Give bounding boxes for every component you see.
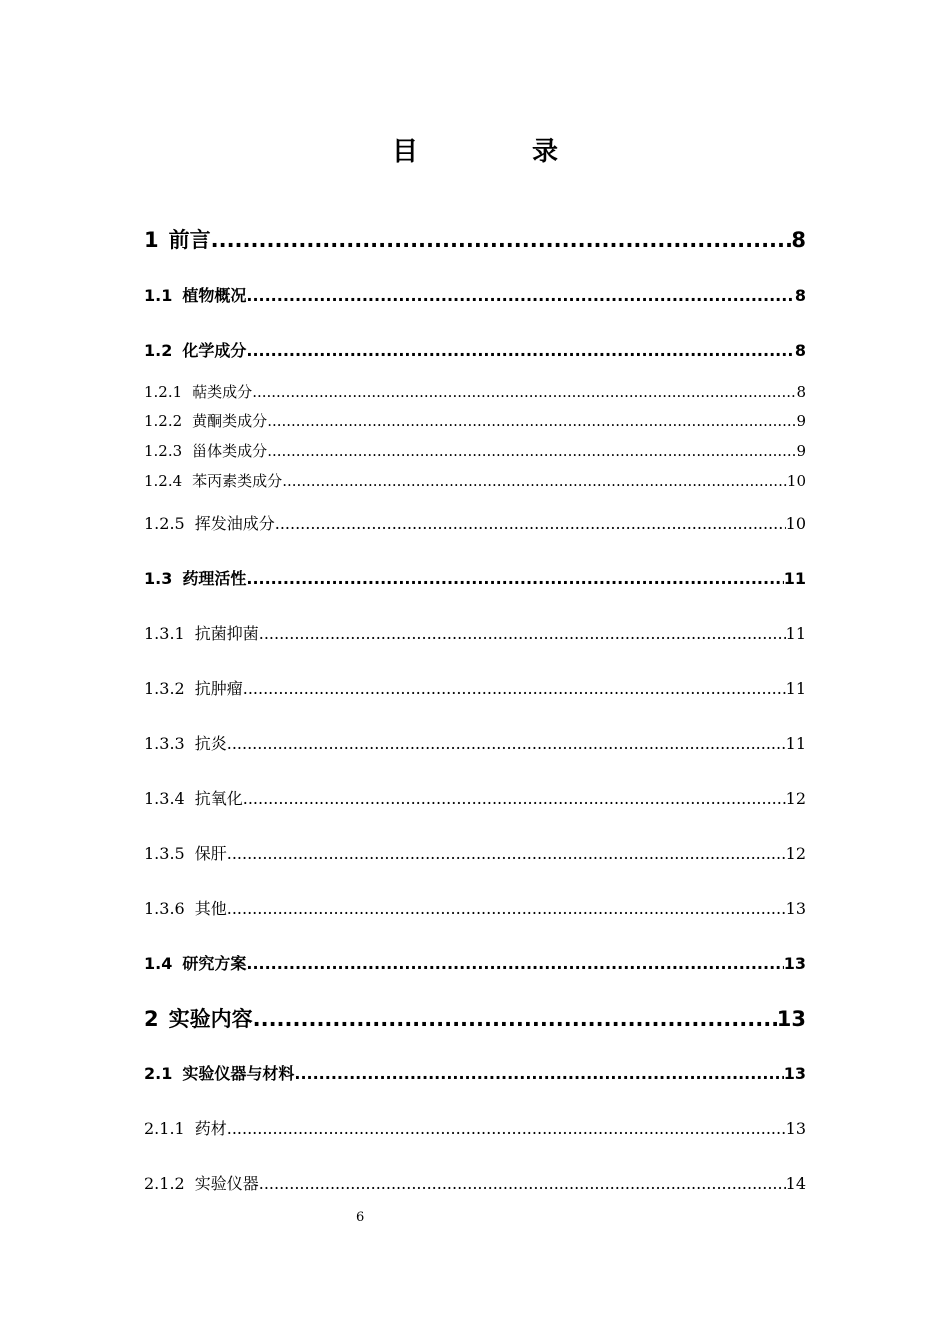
toc-entry[interactable] (144, 951, 806, 974)
toc-page: 8 (796, 383, 806, 401)
toc-text: 萜类成分 (192, 383, 253, 401)
toc-leader (243, 679, 786, 698)
toc-leader (243, 789, 786, 808)
toc-entry[interactable] (144, 1003, 806, 1033)
toc-text: 苯丙素类成分 (192, 472, 283, 490)
toc-text: 前言 (168, 228, 211, 252)
toc-entry[interactable] (144, 410, 806, 431)
toc-entry[interactable] (144, 566, 806, 589)
toc-text: 植物概况 (182, 286, 247, 305)
toc-leader (246, 569, 783, 588)
toc-leader (275, 514, 786, 533)
toc-entry[interactable] (144, 1116, 806, 1139)
toc-leader (246, 286, 795, 305)
toc-number: 2 (144, 1007, 159, 1031)
toc-page: 8 (791, 228, 806, 252)
toc-page: 14 (785, 1174, 806, 1193)
toc-number: 1.3.6 (144, 899, 185, 918)
toc-number: 1.2.3 (144, 442, 183, 460)
toc-text: 抗炎 (194, 734, 227, 753)
toc-leader (294, 1064, 783, 1083)
toc-page: 11 (785, 734, 806, 753)
toc-leader (227, 844, 786, 863)
toc-number: 1.3.2 (144, 679, 185, 698)
page-title: 目 录 (391, 137, 602, 167)
toc-number: 2.1.2 (144, 1174, 185, 1193)
toc-page: 8 (794, 286, 806, 305)
toc-number: 1 (144, 228, 159, 252)
toc-number: 1.2.5 (144, 514, 185, 533)
toc-leader (227, 1119, 786, 1138)
toc-text: 实验仪器与材料 (182, 1064, 295, 1083)
toc-leader (252, 383, 796, 401)
toc-text: 挥发油成分 (194, 514, 275, 533)
toc-leader (282, 472, 787, 490)
toc-text: 抗菌抑菌 (194, 624, 259, 643)
toc-entry[interactable] (144, 841, 806, 864)
toc-number: 1.3.3 (144, 734, 185, 753)
toc-leader (227, 734, 786, 753)
toc-number: 1.1 (144, 286, 173, 305)
toc-entry[interactable] (144, 440, 806, 461)
toc-leader (267, 412, 796, 430)
toc-number: 1.3.1 (144, 624, 185, 643)
toc-page: 13 (785, 899, 806, 918)
toc-number: 1.4 (144, 954, 173, 973)
toc-number: 1.2.2 (144, 412, 183, 430)
toc-entry[interactable] (144, 1061, 806, 1084)
toc-page: 13 (776, 1007, 806, 1031)
toc-page: 12 (785, 789, 806, 808)
toc-leader (259, 1174, 786, 1193)
toc-text: 抗氧化 (194, 789, 243, 808)
toc-number: 2.1.1 (144, 1119, 185, 1138)
toc-leader (246, 954, 783, 973)
toc-page: 11 (785, 679, 806, 698)
toc-entry[interactable] (144, 786, 806, 809)
toc-page: 11 (785, 624, 806, 643)
toc-leader (211, 228, 792, 252)
toc-page: 10 (785, 514, 806, 533)
toc-text: 化学成分 (182, 341, 247, 360)
toc-text: 药理活性 (182, 569, 247, 588)
toc-entry[interactable] (144, 224, 806, 254)
toc-text: 抗肿瘤 (194, 679, 243, 698)
toc-number: 1.3 (144, 569, 173, 588)
toc-page: 11 (783, 569, 806, 588)
toc-entry[interactable] (144, 283, 806, 306)
toc-number: 1.2.1 (144, 383, 183, 401)
toc-number: 2.1 (144, 1064, 173, 1083)
toc-entry[interactable] (144, 896, 806, 919)
toc-text: 甾体类成分 (192, 442, 268, 460)
toc-text: 黄酮类成分 (192, 412, 268, 430)
toc-leader (259, 624, 786, 643)
toc-entry[interactable] (144, 621, 806, 644)
toc-entry[interactable] (144, 470, 806, 491)
toc-text: 实验内容 (168, 1007, 253, 1031)
toc-leader (253, 1007, 777, 1031)
toc-entry[interactable] (144, 676, 806, 699)
toc-text: 药材 (194, 1119, 227, 1138)
toc-entry[interactable] (144, 381, 806, 402)
toc-page: 13 (783, 1064, 806, 1083)
toc-number: 1.2.4 (144, 472, 183, 490)
toc-number: 1.2 (144, 341, 173, 360)
toc-page: 13 (783, 954, 806, 973)
toc-text: 实验仪器 (194, 1174, 259, 1193)
toc-leader (227, 899, 786, 918)
toc-page: 9 (796, 442, 806, 460)
toc-number: 1.3.5 (144, 844, 185, 863)
toc-entry[interactable] (144, 511, 806, 534)
toc-text: 研究方案 (182, 954, 247, 973)
toc-number: 1.3.4 (144, 789, 185, 808)
toc-entry[interactable] (144, 338, 806, 361)
toc-page: 13 (785, 1119, 806, 1138)
toc-leader (267, 442, 796, 460)
page-number: 6 (356, 1210, 365, 1225)
toc-page: 8 (794, 341, 806, 360)
toc-page: 12 (785, 844, 806, 863)
toc-leader (246, 341, 795, 360)
toc-text: 其他 (194, 899, 227, 918)
toc-entry[interactable] (144, 1171, 806, 1194)
toc-page: 9 (796, 412, 806, 430)
toc-entry[interactable] (144, 731, 806, 754)
toc-text: 保肝 (194, 844, 227, 863)
toc-page: 10 (786, 472, 806, 490)
